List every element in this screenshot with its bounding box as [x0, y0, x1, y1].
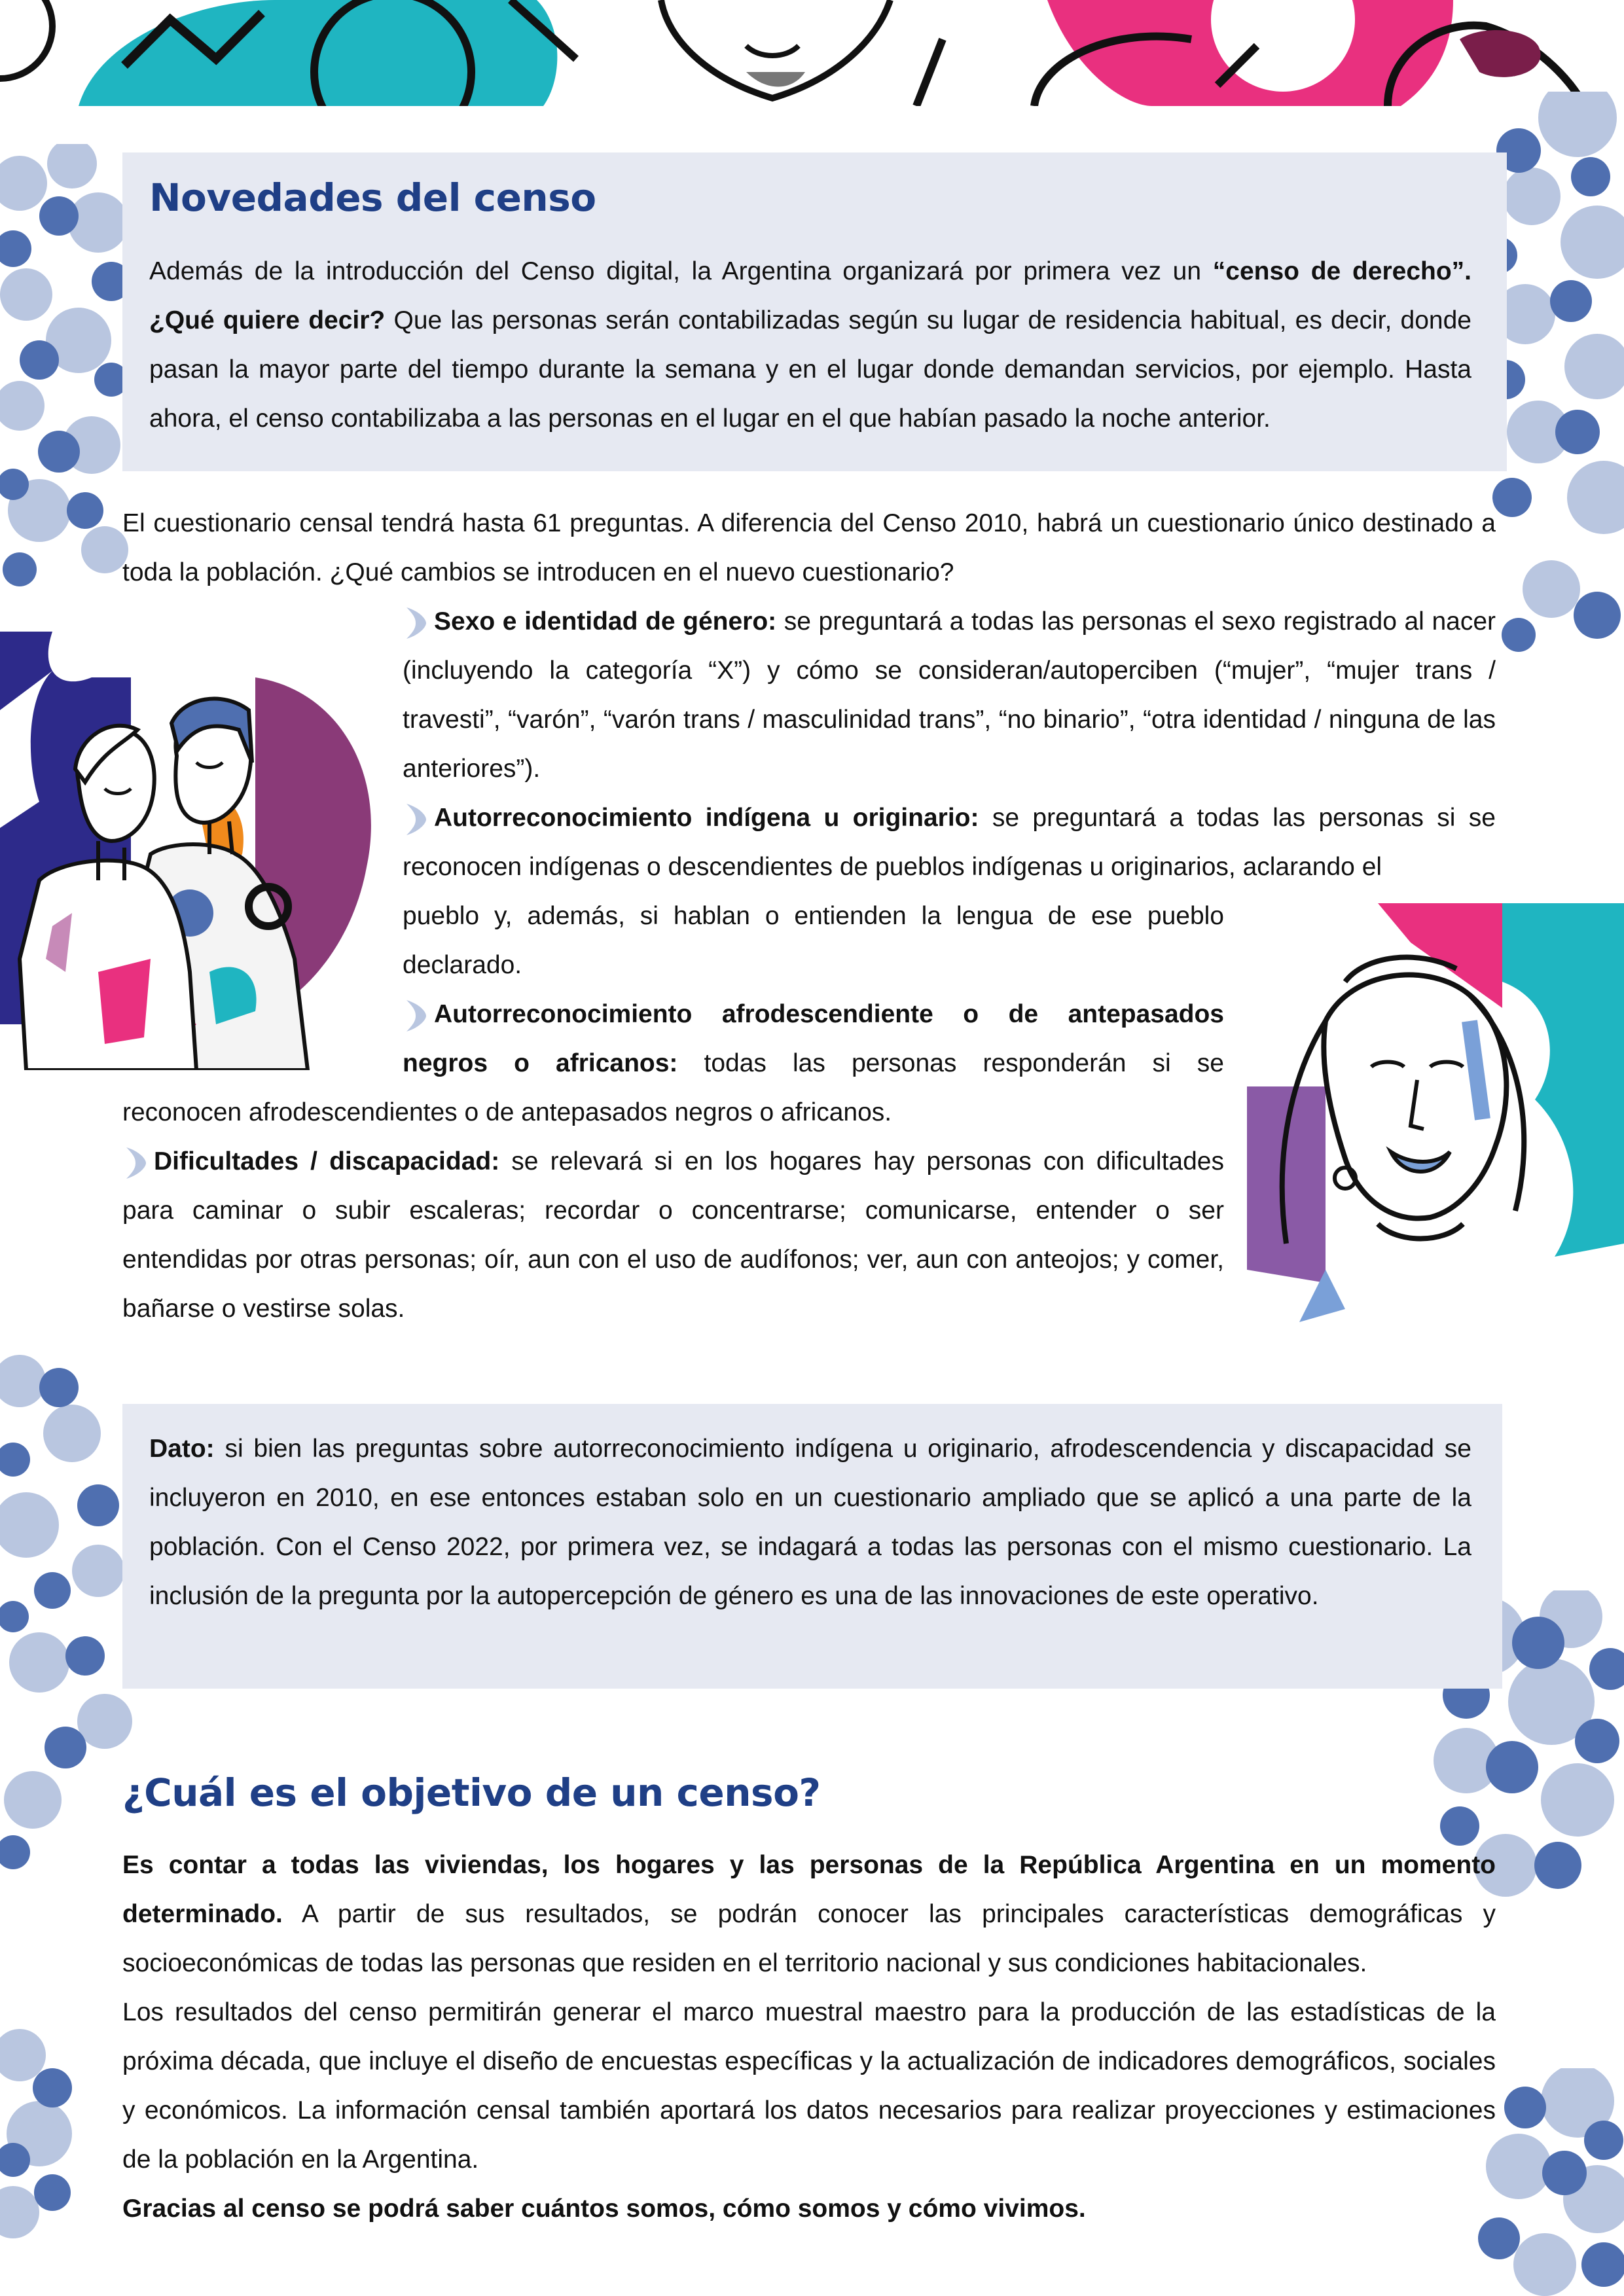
- item-afro-line-a: [403, 990, 1224, 1039]
- novedades-title: Novedades del censo: [149, 175, 596, 220]
- item-discapacidad-text: se relevará si en los hogares hay personas con dificultades para caminar o subir escaleras; recordar o concentrarse; comunicarse, entender o ser entendidas por otras personas; oír, aun con el uso de audífonos; ver, aun con anteojos; y comer, bañarse o vestirse solas.: [122, 1147, 1225, 1323]
- cuestionario-item-indigena: [403, 793, 1496, 891]
- bullet-arrow-icon: [403, 605, 429, 641]
- item-afro-label-a: Autorreconocimiento afrodescendiente o de antepasados: [434, 1000, 1224, 1028]
- item-genero-text: se preguntará a todas las personas el sexo registrado al nacer (incluyendo la categoría “X”) y cómo se consideran/autoperciben (“mujer”, “mujer trans / travesti”, “varón”, “varón trans / masculinidad trans”, “no binario”, “otra identidad / ninguna de las anteriores”).: [403, 607, 1496, 783]
- censo-de-derecho: “censo de derecho”.: [1212, 257, 1472, 285]
- bullet-arrow-icon: [403, 801, 429, 838]
- bullet-arrow-icon: [122, 1145, 149, 1181]
- novedades-rest: Que las personas serán contabilizadas según su lugar de residencia habitual, es decir, donde pasan la mayor parte del tiempo durante la semana y en el lugar donde demandan servicios, por ejemplo. Hasta ahora, el censo contabilizaba a las personas en el lugar en el que habían pasado la noche anterior.: [149, 306, 1471, 433]
- dato-text: si bien las preguntas sobre autorreconocimiento indígena u originario, afrodescendencia y discapacidad se incluyeron en 2010, en ese entonces estaban solo en un cuestionario ampliado que se aplicó a una parte de la población. Con el Censo 2022, por primera vez, se indagará a todas las personas con el mismo cuestionario. La inclusión de la pregunta por la autopercepción de género es una de las innovaciones de este operativo.: [149, 1435, 1471, 1610]
- item-afro-text-c: reconocen afrodescendientes o de antepasados negros o africanos.: [122, 1098, 892, 1126]
- dato-paragraph: [149, 1424, 1471, 1621]
- item-afro-line-b: [403, 1039, 1224, 1088]
- item-indigena-label: Autorreconocimiento indígena u originario:: [434, 804, 979, 832]
- decorative-pattern-left-top: [0, 144, 137, 602]
- bullet-arrow-icon: [403, 997, 429, 1034]
- dato-label: Dato:: [149, 1435, 215, 1463]
- item-indigena-text-c: declarado.: [403, 951, 522, 979]
- que-quiere-decir: ¿Qué quiere decir?: [149, 306, 386, 334]
- illustration-woman-portrait: [1247, 903, 1624, 1322]
- objetivo-title: ¿Cuál es el objetivo de un censo?: [122, 1770, 821, 1815]
- objetivo-paragraph-2: Los resultados del censo permitirán generar el marco muestral maestro para la producción de las estadísticas de la próxima década, que incluye el diseño de encuestas específicas y la actualización de indicadores demográficos, sociales y económicos. La información censal también aportará los datos necesarios para realizar proyecciones y estimaciones de la población en la Argentina.: [122, 1998, 1496, 2174]
- objetivo-paragraph-1: [122, 1840, 1496, 1988]
- item-discapacidad-label: Dificultades / discapacidad:: [154, 1147, 500, 1175]
- item-genero-label: Sexo e identidad de género:: [434, 607, 777, 636]
- illustration-two-people: [0, 632, 383, 1070]
- objetivo-closing: Gracias al censo se podrá saber cuántos somos, cómo somos y cómo vivimos.: [122, 2195, 1086, 2223]
- objetivo-p1-rest: A partir de sus resultados, se podrán conocer las principales características demográficas y socioeconómicas de todas las personas que residen en el territorio nacional y sus condiciones habitacionales.: [122, 1900, 1496, 1977]
- cuestionario-intro: El cuestionario censal tendrá hasta 61 preguntas. A diferencia del Censo 2010, habrá un cuestionario único destinado a toda la población. ¿Qué cambios se introducen en el nuevo cuestionario?: [122, 509, 1496, 586]
- item-indigena-text-b: pueblo y, además, si hablan o entienden la lengua de ese pueblo: [403, 902, 1224, 930]
- objetivo-bold-statement: Es contar a todas las viviendas, los hogares y las personas de la República Argentina en un momento determinado.: [122, 1851, 1496, 1928]
- decorative-pattern-left-bottom: [0, 2029, 79, 2238]
- novedades-paragraph: [149, 247, 1471, 443]
- item-afro-label-b: negros o africanos:: [403, 1049, 678, 1077]
- novedades-intro: Además de la introducción del Censo digital, la Argentina organizará por primera vez un: [149, 257, 1213, 285]
- header-illustration-banner: [0, 0, 1624, 106]
- item-afro-text-b: todas las personas responderán si se: [677, 1049, 1224, 1077]
- cuestionario-item-genero: [403, 597, 1496, 793]
- cuestionario-item-discapacidad: [122, 1137, 1224, 1333]
- item-indigena-text-a: se preguntará a todas las personas si se reconocen indígenas o descendientes de pueblos indígenas u originarios, aclarando el: [403, 804, 1496, 881]
